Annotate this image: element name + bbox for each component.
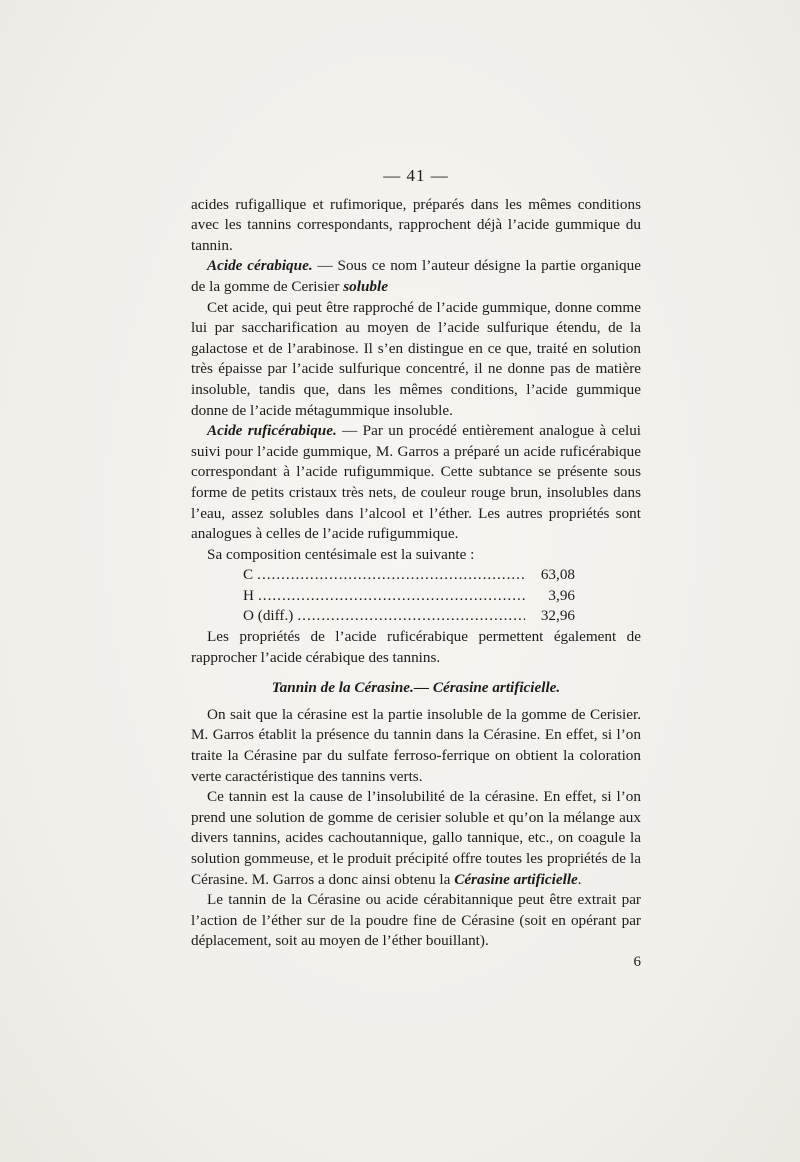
- composition-value: 63,08: [540, 566, 575, 584]
- paragraph-acide-ruficerabique-text: — Par un procédé entièrement analogue à celui suivi pour l’acide gummique, M. Garros a préparé un acide ruficérabique correspondant à l’acide rufigummique. Cette subtance se présente sous forme de petits cristaux très nets, de couleur rouge brun, insolubles dans l’eau, assez solubles dans l’alcool et l’éther. Les autres propriétés sont analogues à celles de l’acide rufigummique.: [191, 422, 642, 543]
- paragraph-on-sait: On sait que la cérasine est la partie insoluble de la gomme de Cerisier. M. Garros établit la présence du tannin dans la Cérasine. En effet, si l’on traite la Cérasine par du sulfate ferroso-ferrique on obtient la coloration verte caractéristique des tannins verts.: [191, 705, 641, 785]
- paragraph-le-tannin: Le tannin de la Cérasine ou acide cérabitannique peut être extrait par l’action de l’éther sur de la poudre fine de Cérasine (soit en opérant par déplacement, soit au moyen de l’éther bouillant).: [191, 891, 641, 950]
- term-acide-cerabique: Acide cérabique.: [207, 257, 313, 275]
- paragraph-cet-acide: Cet acide, qui peut être rapproché de l’acide gummique, donne comme lui par saccharification au moyen de l’acide sulfurique étendu, de la galactose et de l’arabinose. Il s’en distingue en ce que, traité en solution très épaisse par l’acide sulfurique concentré, il ne donne pas de matière insoluble, tandis que, dans les mêmes conditions, l’acide gummique donne de l’acide métagummique insoluble.: [191, 298, 641, 419]
- leader-dots: [297, 606, 525, 627]
- composition-label: H: [243, 586, 254, 604]
- page-number: — 41 —: [383, 166, 449, 185]
- paragraph-acide-cerabique: [191, 256, 641, 297]
- paragraph-ce-tannin-end: .: [577, 870, 582, 888]
- composition-label: O (diff.): [243, 607, 294, 625]
- leader-dots: [257, 565, 525, 586]
- paragraph-proprietes: Les propriétés de l’acide ruficérabique permettent également de rapprocher l’acide cérabique des tannins.: [191, 628, 641, 666]
- composition-table: [243, 565, 575, 627]
- composition-row-c: [243, 565, 575, 586]
- paragraph-ce-tannin: [191, 787, 641, 890]
- composition-intro: Sa composition centésimale est la suivante :: [207, 545, 475, 563]
- sheet-signature: 6: [633, 953, 641, 970]
- composition-value: 3,96: [548, 586, 575, 604]
- emph-cerasine-artificielle: Cérasine artificielle: [454, 870, 578, 888]
- text-column: [191, 166, 641, 973]
- emph-soluble: soluble: [343, 277, 388, 295]
- leader-dots: [258, 586, 525, 607]
- composition-value: 32,96: [540, 607, 575, 625]
- paragraph-acide-ruficerabique: [191, 421, 641, 545]
- paragraph-ce-tannin-text: Ce tannin est la cause de l’insolubilité de la cérasine. En effet, si l’on prend une solution de gomme de cerisier soluble et qu’on la mélange aux divers tannins, acides cachoutannique, gallo tannique, etc., on coagule la solution gommeuse, et le produit précipité offre toutes les propriétés de la Cérasine. M. Garros a donc ainsi obtenu la: [191, 788, 641, 888]
- term-acide-ruficerabique: Acide ruficérabique.: [207, 422, 337, 440]
- section-title: Tannin de la Cérasine.— Cérasine artificielle.: [271, 679, 561, 697]
- paragraph-acide-cerabique-text: — Sous ce nom l’auteur désigne la partie organique de la gomme de Cerisier: [191, 257, 641, 295]
- paragraph-rufigallique: acides rufigallique et rufimorique, préparés dans les mêmes conditions avec les tannins correspondants, rapprochent déjà l’acide gummique du tannin.: [191, 195, 641, 254]
- composition-row-h: [243, 586, 575, 607]
- composition-row-o: [243, 606, 575, 627]
- composition-label: C: [243, 566, 254, 584]
